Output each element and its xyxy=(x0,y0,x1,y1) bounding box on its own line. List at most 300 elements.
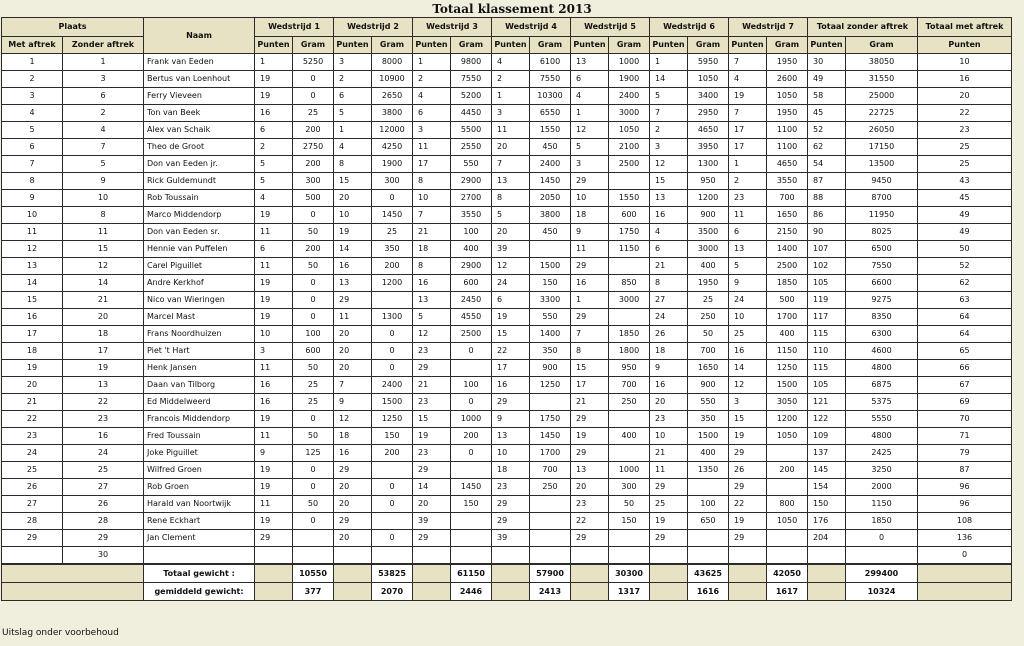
gram-cell: 25 xyxy=(293,105,334,122)
gram-cell: 700 xyxy=(609,377,650,394)
plaats-met-aftrek-cell: 20 xyxy=(2,377,63,394)
gram-cell: 200 xyxy=(372,445,413,462)
gram-cell xyxy=(609,411,650,428)
gram-cell: 3550 xyxy=(767,173,808,190)
gram-cell: 4650 xyxy=(688,122,729,139)
punten-header: Punten xyxy=(492,37,530,54)
punten-cell: 12 xyxy=(492,258,530,275)
gram-cell: 500 xyxy=(767,292,808,309)
punten-cell: 11 xyxy=(729,207,767,224)
plaats-met-aftrek-cell: 9 xyxy=(2,190,63,207)
punten-cell: 29 xyxy=(571,173,609,190)
punten-cell: 8 xyxy=(571,343,609,360)
punten-cell: 7 xyxy=(650,105,688,122)
punten-cell: 7 xyxy=(334,377,372,394)
gram-cell: 1450 xyxy=(372,207,413,224)
footer-blank-cell xyxy=(918,564,1012,583)
punten-cell: 39 xyxy=(492,530,530,547)
totaal-zonder-punten-cell: 45 xyxy=(808,105,846,122)
punten-cell: 2 xyxy=(650,122,688,139)
plaats-zonder-aftrek-cell: 1 xyxy=(63,54,144,71)
gram-cell: 200 xyxy=(293,122,334,139)
gram-cell: 1100 xyxy=(767,122,808,139)
gemiddeld-gewicht-value: 2413 xyxy=(530,583,571,601)
punten-cell: 29 xyxy=(413,360,451,377)
punten-cell: 16 xyxy=(334,258,372,275)
plaats-zonder-aftrek-cell: 23 xyxy=(63,411,144,428)
gram-cell: 1750 xyxy=(609,224,650,241)
footer-blank-cell xyxy=(2,583,144,601)
gram-cell: 300 xyxy=(372,173,413,190)
plaats-zonder-aftrek-cell: 16 xyxy=(63,428,144,445)
plaats-met-aftrek-cell: 17 xyxy=(2,326,63,343)
punten-cell: 20 xyxy=(413,496,451,513)
gram-cell: 0 xyxy=(293,309,334,326)
naam-cell: Rob Toussain xyxy=(144,190,255,207)
table-row xyxy=(2,360,1012,377)
punten-cell: 6 xyxy=(255,122,293,139)
punten-cell: 20 xyxy=(334,479,372,496)
punten-cell: 18 xyxy=(492,462,530,479)
gram-cell xyxy=(372,292,413,309)
totaal-met-punten-cell: 63 xyxy=(918,292,1012,309)
gram-cell xyxy=(767,479,808,496)
punten-cell: 11 xyxy=(650,462,688,479)
punten-cell: 20 xyxy=(492,139,530,156)
plaats-zonder-aftrek-cell: 10 xyxy=(63,190,144,207)
gram-cell: 1000 xyxy=(609,462,650,479)
punten-cell: 23 xyxy=(650,411,688,428)
punten-cell: 5 xyxy=(571,139,609,156)
plaats-met-aftrek-cell: 4 xyxy=(2,105,63,122)
punten-cell: 19 xyxy=(492,309,530,326)
footer-blank-cell xyxy=(492,564,530,583)
zonder-aftrek-header: Zonder aftrek xyxy=(63,37,144,54)
punten-cell: 29 xyxy=(492,496,530,513)
table-row xyxy=(2,462,1012,479)
punten-cell xyxy=(729,547,767,565)
naam-cell: Hennie van Puffelen xyxy=(144,241,255,258)
naam-cell: Ton van Beek xyxy=(144,105,255,122)
gram-cell: 0 xyxy=(451,445,492,462)
footer-blank-cell xyxy=(334,564,372,583)
footer-blank-cell xyxy=(808,564,846,583)
punten-cell: 19 xyxy=(255,292,293,309)
punten-cell: 25 xyxy=(729,326,767,343)
totaal-zonder-punten-cell: 145 xyxy=(808,462,846,479)
gram-cell: 10300 xyxy=(530,88,571,105)
totaal-zonder-gram-cell: 9450 xyxy=(846,173,918,190)
punten-cell: 21 xyxy=(413,224,451,241)
totaal-zonder-punten-cell: 54 xyxy=(808,156,846,173)
totaal-zonder-punten-cell: 105 xyxy=(808,275,846,292)
punten-cell: 10 xyxy=(571,190,609,207)
gram-cell: 150 xyxy=(372,428,413,445)
punten-cell: 1 xyxy=(571,292,609,309)
gram-cell: 350 xyxy=(688,411,729,428)
totaal-zonder-gram-cell: 38050 xyxy=(846,54,918,71)
punten-cell xyxy=(413,547,451,565)
table-row xyxy=(2,377,1012,394)
gram-cell: 300 xyxy=(293,173,334,190)
totaal-zonder-gram-cell: 4600 xyxy=(846,343,918,360)
punten-cell: 29 xyxy=(255,530,293,547)
totaal-zonder-punten-cell: 117 xyxy=(808,309,846,326)
gram-cell: 1550 xyxy=(609,190,650,207)
gram-cell: 1850 xyxy=(767,275,808,292)
gram-cell: 3950 xyxy=(688,139,729,156)
punten-cell: 13 xyxy=(571,54,609,71)
gram-cell: 2400 xyxy=(530,156,571,173)
gram-cell: 1050 xyxy=(688,71,729,88)
punten-cell: 6 xyxy=(255,241,293,258)
punten-cell: 14 xyxy=(650,71,688,88)
punten-cell: 13 xyxy=(650,190,688,207)
footer-blank-cell xyxy=(650,583,688,601)
totaal-met-punten-cell: 16 xyxy=(918,71,1012,88)
gram-cell: 1150 xyxy=(767,343,808,360)
gram-cell: 4650 xyxy=(767,156,808,173)
gram-cell: 700 xyxy=(530,462,571,479)
punten-cell: 17 xyxy=(413,156,451,173)
punten-cell: 29 xyxy=(571,530,609,547)
gram-cell: 1400 xyxy=(530,326,571,343)
wedstrijd-7-header: Wedstrijd 7 xyxy=(729,18,808,37)
plaats-zonder-aftrek-cell: 27 xyxy=(63,479,144,496)
gemiddeld-gewicht-total: 10324 xyxy=(846,583,918,601)
gram-cell: 10900 xyxy=(372,71,413,88)
naam-cell: Ed Middelweerd xyxy=(144,394,255,411)
punten-cell: 19 xyxy=(255,207,293,224)
plaats-met-aftrek-cell: 22 xyxy=(2,411,63,428)
totaal-met-punten-cell: 136 xyxy=(918,530,1012,547)
gram-cell: 200 xyxy=(372,258,413,275)
punten-cell: 1 xyxy=(413,54,451,71)
punten-cell: 11 xyxy=(334,309,372,326)
punten-cell: 5 xyxy=(334,105,372,122)
gemiddeld-gewicht-label: gemiddeld gewicht: xyxy=(144,583,255,601)
gram-cell: 1000 xyxy=(451,411,492,428)
footer-blank-cell xyxy=(808,583,846,601)
totaal-gewicht-value: 10550 xyxy=(293,564,334,583)
punten-cell: 19 xyxy=(729,88,767,105)
table-row xyxy=(2,190,1012,207)
gram-cell: 50 xyxy=(293,224,334,241)
punten-cell: 4 xyxy=(334,139,372,156)
punten-cell: 19 xyxy=(650,513,688,530)
plaats-zonder-aftrek-cell: 4 xyxy=(63,122,144,139)
punten-cell: 6 xyxy=(729,224,767,241)
gram-cell: 1100 xyxy=(767,139,808,156)
gram-cell: 3800 xyxy=(372,105,413,122)
gram-header: Gram xyxy=(530,37,571,54)
gram-cell: 2600 xyxy=(767,71,808,88)
punten-cell: 8 xyxy=(413,173,451,190)
punten-cell: 12 xyxy=(571,122,609,139)
totaal-met-punten-cell: 79 xyxy=(918,445,1012,462)
gram-cell: 6550 xyxy=(530,105,571,122)
gram-cell: 1350 xyxy=(688,462,729,479)
gram-cell: 200 xyxy=(451,428,492,445)
punten-cell xyxy=(492,547,530,565)
punten-cell: 21 xyxy=(571,394,609,411)
gram-cell: 50 xyxy=(688,326,729,343)
totaal-zonder-gram-cell: 6500 xyxy=(846,241,918,258)
gemiddeld-gewicht-value: 1616 xyxy=(688,583,729,601)
plaats-met-aftrek-cell xyxy=(2,547,63,565)
gram-cell xyxy=(609,530,650,547)
gram-cell: 200 xyxy=(293,241,334,258)
plaats-zonder-aftrek-cell: 8 xyxy=(63,207,144,224)
punten-cell: 3 xyxy=(729,394,767,411)
punten-cell: 20 xyxy=(650,394,688,411)
gram-cell xyxy=(451,462,492,479)
punten-cell: 25 xyxy=(650,496,688,513)
gram-cell: 1950 xyxy=(767,105,808,122)
plaats-zonder-aftrek-cell: 5 xyxy=(63,156,144,173)
totaal-zonder-punten-cell: 90 xyxy=(808,224,846,241)
punten-cell: 18 xyxy=(571,207,609,224)
punten-cell: 20 xyxy=(334,530,372,547)
punten-cell: 21 xyxy=(650,258,688,275)
punten-cell: 29 xyxy=(334,513,372,530)
totaal-zonder-gram-cell: 1150 xyxy=(846,496,918,513)
gram-cell xyxy=(609,547,650,565)
punten-cell: 39 xyxy=(492,241,530,258)
totaal-met-punten-cell: 65 xyxy=(918,343,1012,360)
totaal-zonder-punten-cell: 176 xyxy=(808,513,846,530)
punten-cell: 29 xyxy=(334,292,372,309)
totaal-zonder-gram-cell: 4800 xyxy=(846,360,918,377)
punten-cell: 16 xyxy=(255,377,293,394)
footer-blank-cell xyxy=(729,564,767,583)
footer-blank-cell xyxy=(413,564,451,583)
table-row xyxy=(2,122,1012,139)
totaal-gewicht-value: 61150 xyxy=(451,564,492,583)
punten-cell: 39 xyxy=(413,513,451,530)
gram-cell: 400 xyxy=(688,258,729,275)
punten-cell: 5 xyxy=(492,207,530,224)
punten-cell: 5 xyxy=(650,88,688,105)
gram-cell: 1400 xyxy=(767,241,808,258)
naam-cell: Don van Eeden sr. xyxy=(144,224,255,241)
totaal-zonder-punten-cell xyxy=(808,547,846,565)
punten-cell: 21 xyxy=(650,445,688,462)
totaal-zonder-punten-cell: 62 xyxy=(808,139,846,156)
gram-cell: 1150 xyxy=(609,241,650,258)
gram-cell: 7550 xyxy=(451,71,492,88)
gram-cell: 600 xyxy=(609,207,650,224)
punten-cell: 29 xyxy=(571,411,609,428)
punten-cell: 15 xyxy=(650,173,688,190)
naam-cell: Wilfred Groen xyxy=(144,462,255,479)
totaal-zonder-punten-cell: 109 xyxy=(808,428,846,445)
punten-cell xyxy=(334,547,372,565)
punten-cell: 8 xyxy=(650,275,688,292)
gram-cell: 0 xyxy=(451,394,492,411)
punten-cell: 3 xyxy=(650,139,688,156)
footer-blank-cell xyxy=(729,583,767,601)
totaal-zonder-gram-cell: 8025 xyxy=(846,224,918,241)
gram-cell: 450 xyxy=(530,224,571,241)
punten-cell: 29 xyxy=(729,479,767,496)
totaal-met-punten-cell: 96 xyxy=(918,496,1012,513)
gram-cell: 650 xyxy=(688,513,729,530)
punten-cell: 10 xyxy=(255,326,293,343)
gram-cell: 3400 xyxy=(688,88,729,105)
naam-cell: Harald van Noortwijk xyxy=(144,496,255,513)
totaal-zonder-gram-cell: 2000 xyxy=(846,479,918,496)
gram-cell: 1650 xyxy=(688,360,729,377)
gram-cell: 1200 xyxy=(372,275,413,292)
gram-cell: 200 xyxy=(293,156,334,173)
totaal-zonder-gram-cell: 5375 xyxy=(846,394,918,411)
gram-cell: 25 xyxy=(688,292,729,309)
punten-cell: 16 xyxy=(255,394,293,411)
punten-cell: 19 xyxy=(729,428,767,445)
punten-cell: 1 xyxy=(255,54,293,71)
totaal-met-punten-cell: 10 xyxy=(918,54,1012,71)
totaal-zonder-punten-cell: 110 xyxy=(808,343,846,360)
totaal-met-punten-cell: 52 xyxy=(918,258,1012,275)
gram-cell: 850 xyxy=(609,275,650,292)
totaal-met-punten-cell: 49 xyxy=(918,224,1012,241)
totaal-zonder-gram-cell: 1850 xyxy=(846,513,918,530)
totaal-zonder-gram-cell: 4800 xyxy=(846,428,918,445)
totaal-met-punten-cell: 71 xyxy=(918,428,1012,445)
punten-cell: 26 xyxy=(729,462,767,479)
naam-cell: Jan Clement xyxy=(144,530,255,547)
gram-cell: 1500 xyxy=(767,377,808,394)
plaats-met-aftrek-cell: 18 xyxy=(2,343,63,360)
plaats-met-aftrek-cell: 25 xyxy=(2,462,63,479)
punten-cell: 1 xyxy=(334,122,372,139)
wedstrijd-1-header: Wedstrijd 1 xyxy=(255,18,334,37)
gram-cell: 0 xyxy=(372,360,413,377)
punten-header: Punten xyxy=(808,37,846,54)
totaal-met-punten-cell: 67 xyxy=(918,377,1012,394)
gram-cell: 400 xyxy=(688,445,729,462)
totaal-zonder-punten-cell: 204 xyxy=(808,530,846,547)
punten-cell: 29 xyxy=(729,445,767,462)
punten-cell: 17 xyxy=(729,139,767,156)
naam-cell: Alex van Schaik xyxy=(144,122,255,139)
punten-cell xyxy=(255,547,293,565)
punten-cell: 29 xyxy=(571,445,609,462)
gram-cell: 1750 xyxy=(530,411,571,428)
punten-cell xyxy=(650,547,688,565)
table-row xyxy=(2,224,1012,241)
punten-cell: 11 xyxy=(571,241,609,258)
footer-blank-cell xyxy=(413,583,451,601)
punten-cell: 8 xyxy=(334,156,372,173)
footer-blank-cell xyxy=(571,583,609,601)
table-row xyxy=(2,530,1012,547)
punten-cell: 11 xyxy=(413,139,451,156)
punten-cell: 11 xyxy=(255,224,293,241)
plaats-zonder-aftrek-cell: 3 xyxy=(63,71,144,88)
totaal-zonder-punten-cell: 52 xyxy=(808,122,846,139)
totaal-met-punten-cell: 45 xyxy=(918,190,1012,207)
gram-cell: 1200 xyxy=(767,411,808,428)
totaal-met-punten-cell: 22 xyxy=(918,105,1012,122)
gram-cell: 1700 xyxy=(767,309,808,326)
totaal-gewicht-total: 299400 xyxy=(846,564,918,583)
gram-cell: 1950 xyxy=(767,54,808,71)
punten-cell: 13 xyxy=(413,292,451,309)
gram-cell xyxy=(293,530,334,547)
gram-cell: 2900 xyxy=(451,173,492,190)
punten-cell: 8 xyxy=(413,258,451,275)
table-row xyxy=(2,547,1012,565)
table-row xyxy=(2,445,1012,462)
punten-cell: 2 xyxy=(255,139,293,156)
punten-cell: 20 xyxy=(334,360,372,377)
gram-cell xyxy=(530,394,571,411)
page-title: Totaal klassement 2013 xyxy=(432,2,592,16)
plaats-met-aftrek-cell: 24 xyxy=(2,445,63,462)
punten-cell: 6 xyxy=(413,105,451,122)
plaats-met-aftrek-cell: 15 xyxy=(2,292,63,309)
naam-cell: Francois Middendorp xyxy=(144,411,255,428)
gemiddeld-gewicht-value: 1317 xyxy=(609,583,650,601)
gram-cell: 1050 xyxy=(767,428,808,445)
totaal-gewicht-value: 53825 xyxy=(372,564,413,583)
gram-cell: 350 xyxy=(372,241,413,258)
punten-cell: 6 xyxy=(492,292,530,309)
punten-cell: 4 xyxy=(571,88,609,105)
gram-cell: 550 xyxy=(688,394,729,411)
naam-cell: Nico van Wieringen xyxy=(144,292,255,309)
punten-cell: 20 xyxy=(334,190,372,207)
naam-header: Naam xyxy=(144,18,255,54)
punten-cell: 12 xyxy=(650,156,688,173)
naam-cell: Marcel Mast xyxy=(144,309,255,326)
punten-cell: 15 xyxy=(571,360,609,377)
totaal-met-punten-cell: 43 xyxy=(918,173,1012,190)
gram-cell: 1800 xyxy=(609,343,650,360)
punten-cell: 18 xyxy=(413,241,451,258)
gram-cell: 1850 xyxy=(609,326,650,343)
gram-cell: 800 xyxy=(767,496,808,513)
table-row xyxy=(2,275,1012,292)
gram-cell: 0 xyxy=(372,326,413,343)
punten-cell: 17 xyxy=(492,360,530,377)
plaats-met-aftrek-cell: 6 xyxy=(2,139,63,156)
totaal-zonder-gram-cell: 17150 xyxy=(846,139,918,156)
punten-cell: 16 xyxy=(413,275,451,292)
gram-cell: 1250 xyxy=(530,377,571,394)
gram-cell: 900 xyxy=(688,377,729,394)
punten-cell: 23 xyxy=(492,479,530,496)
gram-cell: 7550 xyxy=(530,71,571,88)
gram-cell: 125 xyxy=(293,445,334,462)
plaats-zonder-aftrek-cell: 19 xyxy=(63,360,144,377)
plaats-met-aftrek-cell: 19 xyxy=(2,360,63,377)
table-row xyxy=(2,309,1012,326)
table-row xyxy=(2,326,1012,343)
gram-cell: 1900 xyxy=(372,156,413,173)
punten-cell: 3 xyxy=(571,156,609,173)
gram-cell: 150 xyxy=(451,496,492,513)
gram-cell xyxy=(609,173,650,190)
totaal-zonder-punten-cell: 137 xyxy=(808,445,846,462)
punten-cell: 6 xyxy=(571,71,609,88)
punten-cell: 4 xyxy=(492,54,530,71)
plaats-met-aftrek-cell: 8 xyxy=(2,173,63,190)
gram-header: Gram xyxy=(372,37,413,54)
gram-cell: 4450 xyxy=(451,105,492,122)
